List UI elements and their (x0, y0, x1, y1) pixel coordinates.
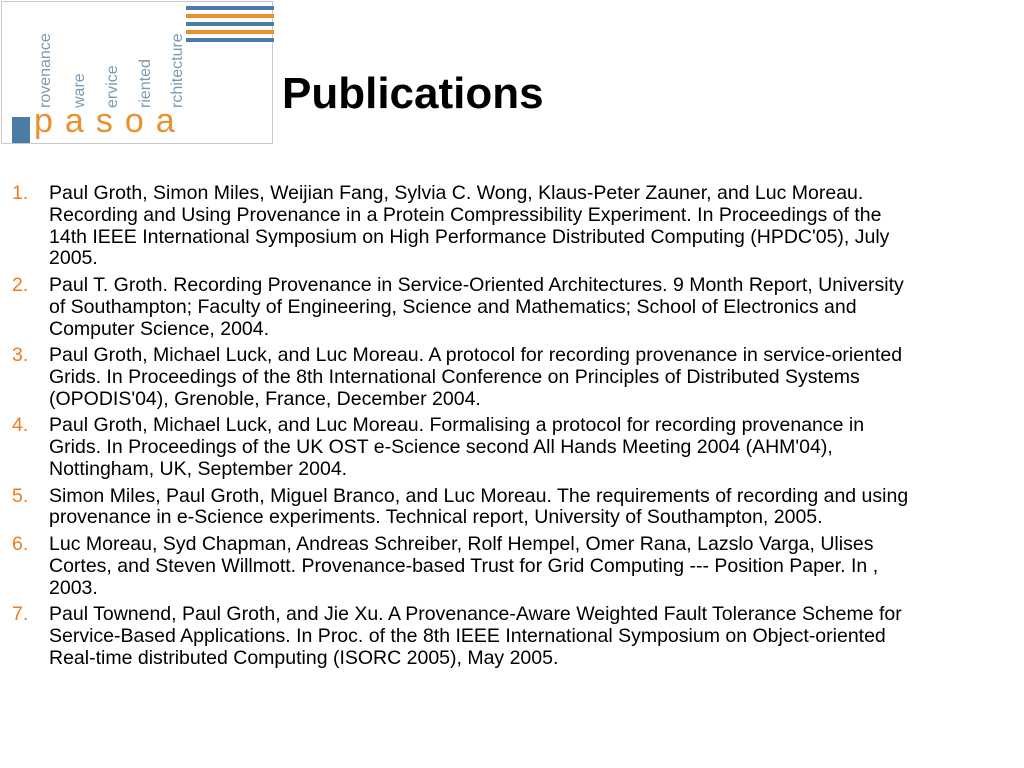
publication-list (0, 183, 1000, 674)
publication-citation: Simon Miles, Paul Groth, Miguel Branco, and Luc Moreau. The requirements of recording and using provenance in e-Science experiments. Technical report, University of Southampton, 2005. (49, 484, 909, 529)
publication-citation: Paul Groth, Michael Luck, and Luc Moreau. A protocol for recording provenance in service-oriented Grids. In Proceedings of the 8th International Conference on Principles of Distributed Systems (OPODIS'04), Grenoble, France, December 2004. (49, 344, 903, 410)
logo-vertical-word: rchitecture (169, 33, 186, 108)
publication-number: 3. (12, 344, 29, 367)
publication-item (0, 345, 1000, 410)
publication-citation: Paul T. Groth. Recording Provenance in Service-Oriented Architectures. 9 Month Report, University of Southampton; Faculty of Engineering, Science and Mathematics; School of Electronics and Computer Science, 2004. (49, 273, 904, 340)
logo-block (12, 117, 30, 143)
publication-item (0, 275, 1000, 340)
logo-stripe (186, 6, 274, 10)
publication-number: 1. (12, 182, 29, 204)
publication-item (0, 534, 1000, 599)
publication-item (0, 415, 1000, 480)
logo-vertical-word: ervice (104, 65, 121, 108)
logo-vertical-word: ware (71, 73, 88, 108)
publication-item (0, 183, 1000, 270)
logo-stripes (186, 6, 274, 46)
publication-number: 2. (12, 273, 29, 296)
logo-stripe (186, 14, 274, 18)
logo-word: pasoa (34, 102, 187, 140)
publication-citation: Luc Moreau, Syd Chapman, Andreas Schreiber, Rolf Hempel, Omer Rana, Lazslo Varga, Ulises Cortes, and Steven Willmott. Provenance-based Trust for Grid Computing --- Position Paper. In , 2003. (49, 532, 879, 599)
logo-stripe (186, 30, 274, 34)
publication-citation: Paul Groth, Michael Luck, and Luc Moreau. Formalising a protocol for recording provenance in Grids. In Proceedings of the UK OST e-Science second All Hands Meeting 2004 (AHM'04), Nottingham, UK, September 2004. (49, 414, 865, 480)
publication-item (0, 486, 1000, 530)
publication-item (0, 604, 1000, 669)
logo-vertical-word: riented (137, 59, 154, 108)
publication-number: 7. (12, 603, 29, 626)
logo-vertical-word: rovenance (37, 33, 54, 108)
pasoa-logo (0, 0, 276, 146)
logo-stripe (186, 38, 274, 42)
logo-stripe (186, 22, 274, 26)
publication-number: 6. (12, 532, 29, 555)
publication-number: 5. (12, 484, 29, 507)
publication-citation: Paul Groth, Simon Miles, Weijian Fang, Sylvia C. Wong, Klaus-Peter Zauner, and Luc Moreau. Recording and Using Provenance in a Protein Compressibility Experiment. In Proceedings of the 14th IEEE International Symposium on High Performance Distributed Computing (HPDC'05), July 2005. (49, 182, 890, 270)
publication-citation: Paul Townend, Paul Groth, and Jie Xu. A Provenance-Aware Weighted Fault Tolerance Scheme for Service-Based Applications. In Proc. of the 8th IEEE International Symposium on Object-oriented Real-time distributed Computing (ISORC 2005), May 2005. (49, 603, 902, 669)
page-title: Publications (282, 69, 544, 118)
publication-number: 4. (12, 414, 29, 437)
